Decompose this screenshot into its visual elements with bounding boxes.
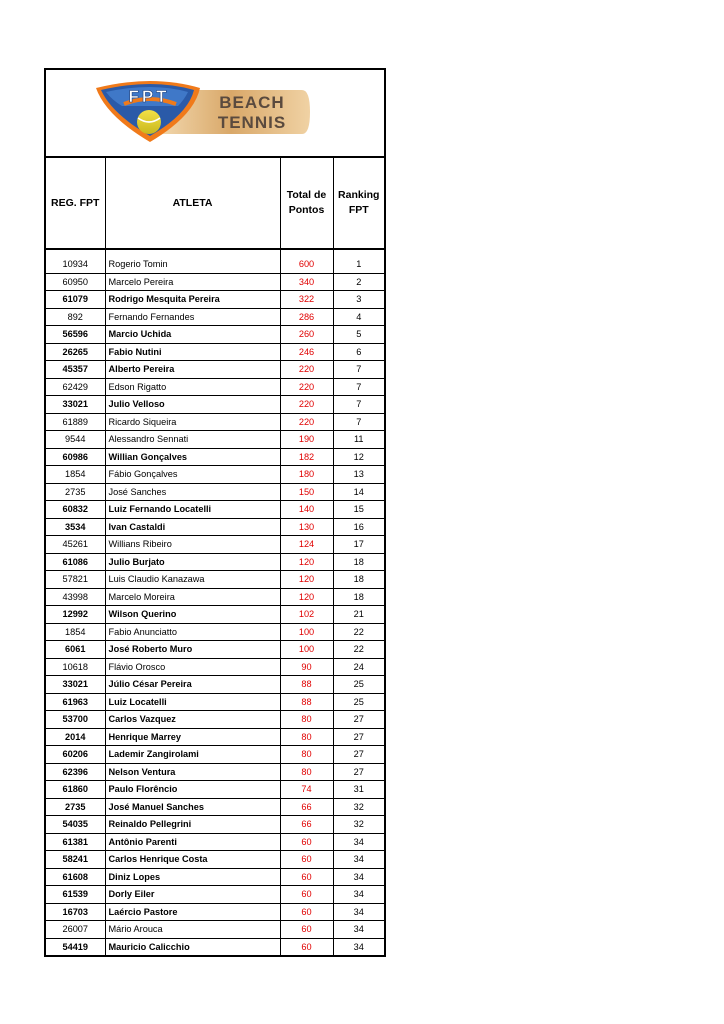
- cell-reg: 61381: [46, 833, 105, 851]
- cell-reg: 58241: [46, 851, 105, 869]
- cell-reg: 10618: [46, 658, 105, 676]
- cell-reg: 61608: [46, 868, 105, 886]
- cell-rank: 34: [353, 941, 364, 952]
- table-header-row: [46, 158, 384, 249]
- cell-points: 74: [280, 781, 333, 799]
- cell-rank: 7: [333, 396, 384, 414]
- cell-athlete: Marcelo Moreira: [105, 588, 280, 606]
- cell-points: 60: [280, 903, 333, 921]
- spacer-row: [46, 249, 384, 256]
- cell-athlete: Ivan Castaldi: [105, 518, 280, 536]
- logo-word-tennis: TENNIS: [217, 113, 287, 132]
- cell-athlete: Ricardo Siqueira: [105, 413, 280, 431]
- cell-reg: 53700: [46, 711, 105, 729]
- cell-athlete: Marcio Uchida: [105, 326, 280, 344]
- cell-points: 220: [280, 361, 333, 379]
- cell-reg: 43998: [46, 588, 105, 606]
- cell-athlete: Marcelo Pereira: [105, 273, 280, 291]
- cell-athlete: Edson Rigatto: [105, 378, 280, 396]
- cell-points: 66: [280, 816, 333, 834]
- table-row: [46, 466, 384, 484]
- cell-rank: 27: [333, 728, 384, 746]
- cell-points: 60: [280, 921, 333, 939]
- cell-reg: 26265: [46, 343, 105, 361]
- header-rank: [333, 158, 384, 249]
- cell-rank: 18: [333, 553, 384, 571]
- cell-athlete: Willian Gonçalves: [105, 448, 280, 466]
- cell-points: 124: [280, 536, 333, 554]
- cell-points: 60: [280, 851, 333, 869]
- cell-reg: 10934: [46, 256, 105, 273]
- table-row: [46, 536, 384, 554]
- cell-rank: 18: [333, 571, 384, 589]
- table-row: [46, 501, 384, 519]
- cell-reg: 26007: [46, 921, 105, 939]
- cell-reg: 60950: [46, 273, 105, 291]
- cell-athlete: Luiz Locatelli: [105, 693, 280, 711]
- cell-points: 600: [280, 256, 333, 273]
- table-row: [46, 763, 384, 781]
- cell-athlete: Nelson Ventura: [105, 763, 280, 781]
- cell-rank: 17: [333, 536, 384, 554]
- table-row: [46, 658, 384, 676]
- cell-points: 88: [280, 693, 333, 711]
- cell-athlete: Júlio César Pereira: [105, 676, 280, 694]
- cell-rank: 22: [333, 641, 384, 659]
- cell-athlete: Henrique Marrey: [105, 728, 280, 746]
- table-row: [46, 518, 384, 536]
- table-row: [46, 938, 384, 955]
- cell-rank: 34: [333, 903, 384, 921]
- cell-athlete: Diniz Lopes: [105, 868, 280, 886]
- cell-rank: 32: [333, 798, 384, 816]
- table-row: [46, 798, 384, 816]
- cell-points: 260: [280, 326, 333, 344]
- cell-reg: 60832: [46, 501, 105, 519]
- cell-reg: 3534: [46, 518, 105, 536]
- table-row: [46, 413, 384, 431]
- cell-athlete: Fabio Nutini: [105, 343, 280, 361]
- cell-rank: 34: [333, 868, 384, 886]
- cell-reg: 57821: [46, 571, 105, 589]
- cell-athlete: Carlos Henrique Costa: [105, 851, 280, 869]
- table-body: [46, 249, 384, 955]
- table-row: [46, 361, 384, 379]
- cell-rank: 13: [333, 466, 384, 484]
- cell-reg: 45357: [46, 361, 105, 379]
- cell-rank: 27: [333, 763, 384, 781]
- table-row: [46, 343, 384, 361]
- table-row: [46, 431, 384, 449]
- cell-rank: 4: [333, 308, 384, 326]
- cell-athlete: Reinaldo Pellegrini: [105, 816, 280, 834]
- cell-athlete: Mário Arouca: [105, 921, 280, 939]
- table-row: [46, 606, 384, 624]
- cell-rank: 6: [333, 343, 384, 361]
- cell-reg: 60206: [46, 746, 105, 764]
- table-row: [46, 868, 384, 886]
- cell-rank: 18: [333, 588, 384, 606]
- table-row: [46, 833, 384, 851]
- cell-points: 60: [280, 938, 333, 955]
- cell-points: 322: [280, 291, 333, 309]
- cell-athlete: José Roberto Muro: [105, 641, 280, 659]
- cell-reg: 62429: [46, 378, 105, 396]
- header-rank-line1: Ranking: [338, 189, 380, 201]
- cell-athlete: José Sanches: [105, 483, 280, 501]
- cell-points: 80: [280, 746, 333, 764]
- cell-points: 190: [280, 431, 333, 449]
- logo-badge-text: FPT: [128, 87, 170, 106]
- logo-word-beach: BEACH: [219, 93, 285, 112]
- cell-rank: 7: [333, 413, 384, 431]
- cell-rank: 34: [333, 833, 384, 851]
- table-row: [46, 903, 384, 921]
- cell-rank: 14: [333, 483, 384, 501]
- cell-reg: 61963: [46, 693, 105, 711]
- cell-reg: 2735: [46, 798, 105, 816]
- cell-rank: 27: [333, 746, 384, 764]
- cell-reg: 54419: [46, 938, 105, 955]
- cell-rank: 34: [333, 851, 384, 869]
- cell-points: 88: [280, 676, 333, 694]
- cell-athlete: Fábio Gonçalves: [105, 466, 280, 484]
- cell-reg: 33021: [46, 396, 105, 414]
- cell-rank: 25: [333, 693, 384, 711]
- header-rank-line2: FPT: [348, 204, 369, 216]
- logo-header: [46, 70, 384, 158]
- cell-rank: 16: [333, 518, 384, 536]
- cell-athlete: Rodrigo Mesquita Pereira: [105, 291, 280, 309]
- cell-points: 150: [280, 483, 333, 501]
- cell-points: 246: [280, 343, 333, 361]
- cell-rank: 11: [333, 431, 384, 449]
- cell-athlete: Alberto Pereira: [105, 361, 280, 379]
- cell-points: 100: [280, 623, 333, 641]
- table-row: [46, 851, 384, 869]
- cell-points: 80: [280, 763, 333, 781]
- cell-reg: 9544: [46, 431, 105, 449]
- cell-points: 120: [280, 571, 333, 589]
- cell-athlete: Mauricio Calicchio: [105, 938, 280, 955]
- cell-reg: 12992: [46, 606, 105, 624]
- cell-points: 130: [280, 518, 333, 536]
- cell-reg: 61086: [46, 553, 105, 571]
- cell-points: 102: [280, 606, 333, 624]
- header-reg: REG. FPT: [46, 158, 105, 249]
- cell-reg: 16703: [46, 903, 105, 921]
- cell-rank: 5: [333, 326, 384, 344]
- cell-athlete: Rogerio Tomin: [105, 256, 280, 273]
- cell-reg: 1854: [46, 466, 105, 484]
- cell-points: 286: [280, 308, 333, 326]
- cell-reg: 62396: [46, 763, 105, 781]
- cell-points: 220: [280, 396, 333, 414]
- cell-points: 340: [280, 273, 333, 291]
- table-row: [46, 711, 384, 729]
- cell-rank: 34: [333, 886, 384, 904]
- cell-rank: 32: [333, 816, 384, 834]
- cell-reg: 56596: [46, 326, 105, 344]
- table-row: [46, 448, 384, 466]
- cell-athlete: Alessandro Sennati: [105, 431, 280, 449]
- cell-reg: 33021: [46, 676, 105, 694]
- cell-points: 180: [280, 466, 333, 484]
- cell-reg: 45261: [46, 536, 105, 554]
- cell-reg: 6061: [46, 641, 105, 659]
- table-row: [46, 693, 384, 711]
- cell-rank: 7: [333, 378, 384, 396]
- cell-points: 220: [280, 413, 333, 431]
- cell-rank: 34: [333, 921, 384, 939]
- cell-points: 120: [280, 553, 333, 571]
- cell-reg: 892: [46, 308, 105, 326]
- cell-points: 182: [280, 448, 333, 466]
- cell-reg: 61889: [46, 413, 105, 431]
- cell-athlete: Dorly Eiler: [105, 886, 280, 904]
- table-row: [46, 571, 384, 589]
- cell-rank: 3: [333, 291, 384, 309]
- cell-reg: 61539: [46, 886, 105, 904]
- header-points: [280, 158, 333, 249]
- cell-athlete: Willians Ribeiro: [105, 536, 280, 554]
- cell-points: 140: [280, 501, 333, 519]
- cell-reg: 60986: [46, 448, 105, 466]
- cell-reg: 61079: [46, 291, 105, 309]
- fpt-beach-tennis-logo: [92, 76, 312, 148]
- table-row: [46, 273, 384, 291]
- cell-athlete: Antônio Parenti: [105, 833, 280, 851]
- table-row: [46, 588, 384, 606]
- cell-athlete: Luiz Fernando Locatelli: [105, 501, 280, 519]
- cell-points: 60: [280, 868, 333, 886]
- cell-rank: 31: [333, 781, 384, 799]
- cell-points: 80: [280, 711, 333, 729]
- cell-rank: 15: [333, 501, 384, 519]
- logo-badge-text-group: [128, 87, 169, 106]
- table-row: [46, 483, 384, 501]
- table-row: [46, 781, 384, 799]
- cell-reg: 2735: [46, 483, 105, 501]
- header-points-line2: Pontos: [288, 204, 325, 216]
- ranking-sheet: [44, 68, 386, 957]
- table-row: [46, 641, 384, 659]
- cell-rank: 7: [333, 361, 384, 379]
- table-row: [46, 746, 384, 764]
- cell-points: 60: [280, 886, 333, 904]
- cell-points: 60: [280, 833, 333, 851]
- cell-points: 80: [280, 728, 333, 746]
- cell-rank: 2: [333, 273, 384, 291]
- table-row: [46, 623, 384, 641]
- cell-athlete: Paulo Florêncio: [105, 781, 280, 799]
- table-row: [46, 676, 384, 694]
- cell-reg: 2014: [46, 728, 105, 746]
- table-row: [46, 326, 384, 344]
- cell-reg: 54035: [46, 816, 105, 834]
- cell-athlete: Julio Velloso: [105, 396, 280, 414]
- cell-rank: 22: [333, 623, 384, 641]
- cell-rank: 12: [333, 448, 384, 466]
- table-row: [46, 886, 384, 904]
- cell-rank: 21: [333, 606, 384, 624]
- cell-athlete: Julio Burjato: [105, 553, 280, 571]
- cell-points: 220: [280, 378, 333, 396]
- cell-rank: 1: [333, 256, 384, 273]
- header-athlete: ATLETA: [105, 158, 280, 249]
- table-row: [46, 396, 384, 414]
- cell-points: 100: [280, 641, 333, 659]
- cell-athlete: Lademir Zangirolami: [105, 746, 280, 764]
- cell-points: 66: [280, 798, 333, 816]
- table-row: [46, 553, 384, 571]
- cell-rank: 25: [333, 676, 384, 694]
- cell-athlete: Wilson Querino: [105, 606, 280, 624]
- cell-reg: 1854: [46, 623, 105, 641]
- table-row: [46, 921, 384, 939]
- table-row: [46, 291, 384, 309]
- cell-athlete: Flávio Orosco: [105, 658, 280, 676]
- table-row: [46, 256, 384, 273]
- cell-rank: 24: [333, 658, 384, 676]
- cell-rank: 27: [333, 711, 384, 729]
- table-row: [46, 378, 384, 396]
- ranking-table: [46, 158, 384, 955]
- table-row: [46, 816, 384, 834]
- cell-reg: 61860: [46, 781, 105, 799]
- cell-points: 90: [280, 658, 333, 676]
- cell-athlete: Fernando Fernandes: [105, 308, 280, 326]
- cell-athlete: Laércio Pastore: [105, 903, 280, 921]
- cell-athlete: José Manuel Sanches: [105, 798, 280, 816]
- table-row: [46, 728, 384, 746]
- cell-athlete: Luis Claudio Kanazawa: [105, 571, 280, 589]
- header-points-line1: Total de: [286, 189, 327, 201]
- table-row: [46, 308, 384, 326]
- cell-athlete: Carlos Vazquez: [105, 711, 280, 729]
- cell-points: 120: [280, 588, 333, 606]
- cell-athlete: Fabio Anunciatto: [105, 623, 280, 641]
